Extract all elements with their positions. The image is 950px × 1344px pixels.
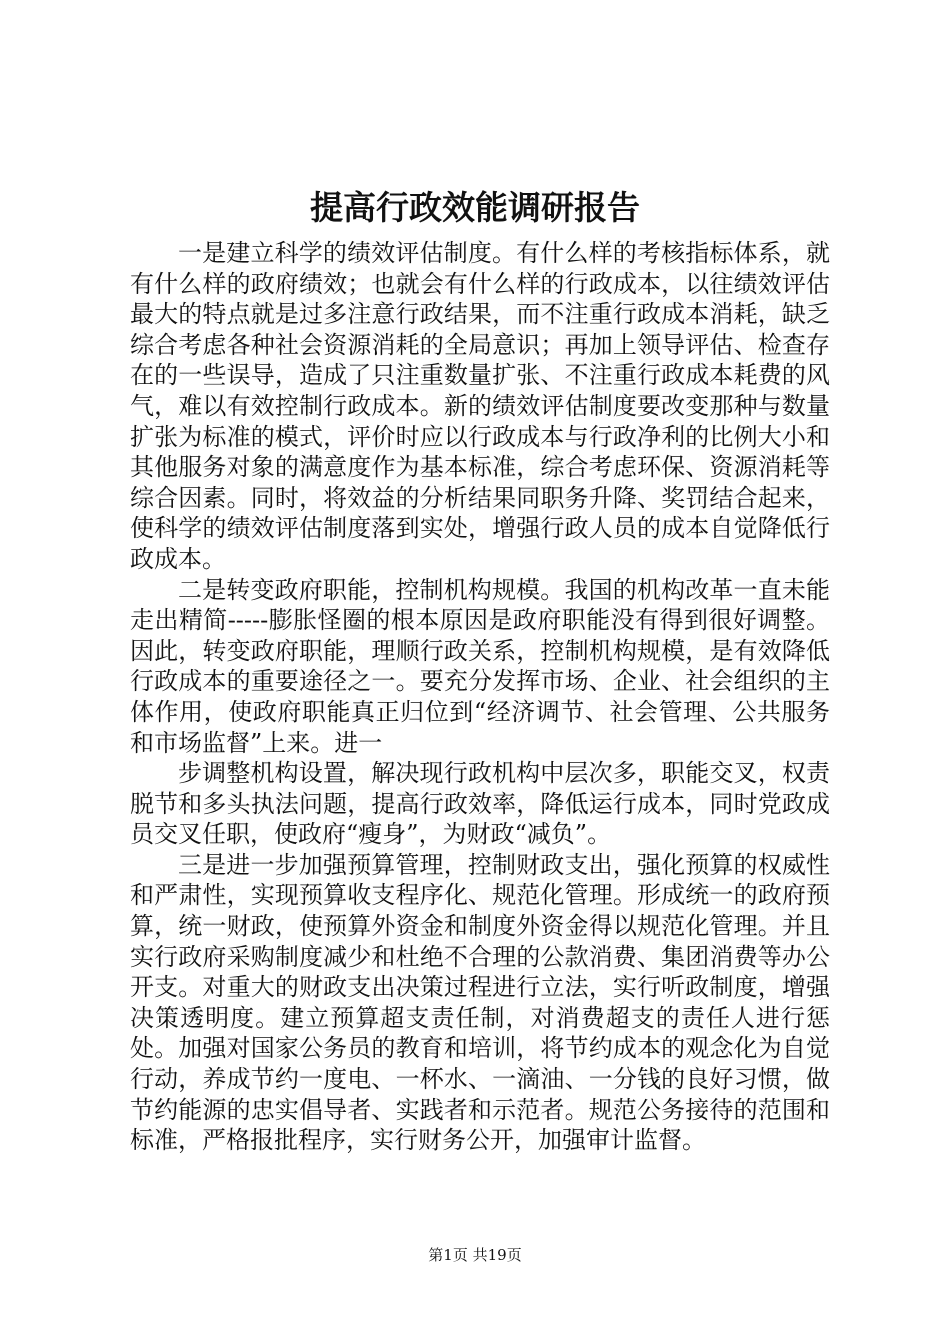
paragraph-3: 步调整机构设置，解决现行政机构中层次多，职能交叉，权责脱节和多头执法问题，提高行政效率，降低运行成本，同时党政成员交叉任职，使政府“瘦身”，为财政“减负”。 bbox=[130, 759, 830, 849]
document-body bbox=[130, 238, 830, 1156]
document-title: 提高行政效能调研报告 bbox=[310, 188, 640, 227]
paragraph-1: 一是建立科学的绩效评估制度。有什么样的考核指标体系，就有什么样的政府绩效；也就会有什么样的行政成本，以往绩效评估最大的特点就是过多注意行政结果，而不注重行政成本消耗，缺乏综合考虑各种社会资源消耗的全局意识；再加上领导评估、检查存在的一些误导，造成了只注重数量扩张、不注重行政成本耗费的风气，难以有效控制行政成本。新的绩效评估制度要改变那种与数量扩张为标准的模式，评价时应以行政成本与行政净利的比例大小和其他服务对象的满意度作为基本标准，综合考虑环保、资源消耗等综合因素。同时，将效益的分析结果同职务升降、奖罚结合起来，使科学的绩效评估制度落到实处，增强行政人员的成本自觉降低行政成本。 bbox=[130, 239, 830, 573]
paragraph-4: 三是进一步加强预算管理，控制财政支出，强化预算的权威性和严肃性，实现预算收支程序化、规范化管理。形成统一的政府预算，统一财政，使预算外资金和制度外资金得以规范化管理。并且实行政府采购制度减少和杜绝不合理的公款消费、集团消费等办公开支。对重大的财政支出决策过程进行立法，实行听政制度，增强决策透明度。建立预算超支责任制，对消费超支的责任人进行惩处。加强对国家公务员的教育和培训，将节约成本的观念化为自觉行动，养成节约一度电、一杯水、一滴油、一分钱的良好习惯，做节约能源的忠实倡导者、实践者和示范者。规范公务接待的范围和标准，严格报批程序，实行财务公开，加强审计监督。 bbox=[130, 850, 830, 1155]
page-number-footer: 第1页 共19页 bbox=[428, 1246, 522, 1264]
paragraph-2: 二是转变政府职能，控制机构规模。我国的机构改革一直未能走出精简-----膨胀怪圈的根本原因是政府职能没有得到很好调整。因此，转变政府职能，理顺行政关系，控制机构规模，是有效降低行政成本的重要途径之一。要充分发挥市场、企业、社会组织的主体作用，使政府职能真正归位到“经济调节、社会管理、公共服务和市场监督”上来。进一 bbox=[130, 575, 830, 757]
